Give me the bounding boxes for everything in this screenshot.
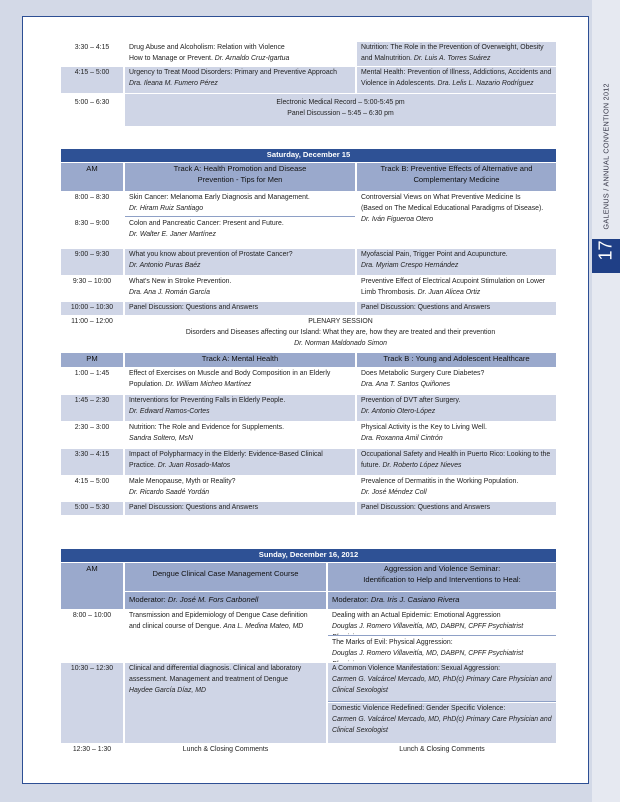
session-cell: Controversial Views on What Preventive Medicine Is (Based on The Medical Educational Paradigms of Disease). Dr. Iván Figueroa Otero xyxy=(357,192,556,248)
time-cell: 10:00 – 10:30 xyxy=(61,302,123,315)
session-cell: Nutrition: The Role and Evidence for Supplements. Sandra Soltero, MsN xyxy=(125,422,355,448)
session-cell: Myofascial Pain, Trigger Point and Acupuncture. Dra. Myriam Crespo Hernández xyxy=(357,249,556,275)
saturday-block xyxy=(61,149,556,515)
time-cell: 9:30 – 10:00 xyxy=(61,276,123,301)
pm-track-b-header: Track B : Young and Adolescent Healthcare xyxy=(357,353,556,367)
time-cell: 3:30 – 4:15 xyxy=(61,42,123,66)
session-cell: Drug Abuse and Alcoholism: Relation with Violence How to Manage or Prevent. Dr. Arnaldo Cruz-Igartua xyxy=(125,42,355,66)
session-cell: A Common Violence Manifestation: Sexual Aggression: Carmen G. Valcárcel Mercado, MD, PhD(c) Primary Care Physician and Clinical Sexologist xyxy=(328,663,556,701)
time-cell: 10:30 – 12:30 xyxy=(61,663,123,743)
time-cell: 1:45 – 2:30 xyxy=(61,395,123,421)
time-cell: 4:15 – 5:00 xyxy=(61,476,123,501)
session-cell: Occupational Safety and Health in Puerto Rico: Looking to the future. Dr. Roberto López Nieves xyxy=(357,449,556,475)
session-cell: Dealing with an Actual Epidemic: Emotional Aggression Douglas J. Romero Villaveitía, MD, DABPN, CPFF Psychiatrist xyxy=(328,610,556,635)
page-number: 17 xyxy=(595,240,616,261)
session-cell: Prevention of DVT after Surgery. Dr. Antonio Otero-López xyxy=(357,395,556,421)
pm-label: PM xyxy=(61,353,123,367)
session-cell: Panel Discussion: Questions and Answers xyxy=(125,302,355,315)
session-cell: Interventions for Preventing Falls in Elderly People. Dr. Edward Ramos-Cortes xyxy=(125,395,355,421)
session-cell: Physical Activity is the Key to Living Well. Dra. Roxanna Amil Cintrón xyxy=(357,422,556,448)
time-cell: 8:30 – 9:00 xyxy=(61,218,123,248)
divider xyxy=(125,216,355,217)
session-cell: Nutrition: The Role in the Prevention of Overweight, Obesity and Malnutrition. Dr. Luis A. Torres Suárez xyxy=(357,42,556,66)
time-cell: 8:00 – 10:00 xyxy=(61,610,123,662)
time-cell: 3:30 – 4:15 xyxy=(61,449,123,475)
session-cell: Urgency to Treat Mood Disorders: Primary and Preventive Approach Dra. Ileana M. Fumero Pérez xyxy=(125,67,355,93)
time-cell: 8:00 – 8:30 xyxy=(61,192,123,216)
time-cell: 2:30 – 3:00 xyxy=(61,422,123,448)
page xyxy=(22,16,589,784)
time-cell: 12:30 – 1:30 xyxy=(61,744,123,758)
day-header: Sunday, December 16, 2012 xyxy=(61,549,556,562)
time-cell: 5:00 – 6:30 xyxy=(61,94,123,126)
am-label: AM xyxy=(61,563,123,609)
session-cell: Prevalence of Dermatitis in the Working Population. Dr. José Méndez Coll xyxy=(357,476,556,501)
session-cell: Preventive Effect of Electrical Acupoint Stimulation on Lower Limb Thrombosis. Dr. Juan Alicea Ortiz xyxy=(357,276,556,301)
convention-label: GALENUS / ANNUAL CONVENTION 2012 xyxy=(601,83,611,230)
session-cell: Effect of Exercises on Muscle and Body Composition in an Elderly Population. Dr. William Micheo Martínez xyxy=(125,368,355,394)
session-cell: Clinical and differential diagnosis. Clinical and laboratory assessment. Management and treatment of Dengue Haydee García Díaz, MD xyxy=(125,663,326,743)
plenary-cell: PLENARY SESSION Disorders and Diseases affecting our Island: What they are, how they are treated and their prevention Dr. Norman Maldonado Simon xyxy=(125,316,556,352)
session-cell: Does Metabolic Surgery Cure Diabetes? Dra. Ana T. Santos Quiñones xyxy=(357,368,556,394)
track-a-header: Track A: Health Promotion and Disease Prevention - Tips for Men xyxy=(125,163,355,191)
session-cell: Domestic Violence Redefined: Gender Specific Violence: Carmen G. Valcárcel Mercado, MD, PhD(c) Primary Care Physician and Clinical Sexologist xyxy=(328,703,556,743)
time-cell: 5:00 – 5:30 xyxy=(61,502,123,515)
sunday-block xyxy=(61,549,556,758)
session-cell: Panel Discussion: Questions and Answers xyxy=(357,302,556,315)
am-label: AM xyxy=(61,163,123,191)
side-tab xyxy=(592,0,620,802)
session-cell: Male Menopause, Myth or Reality? Dr. Ricardo Saadé Yordán xyxy=(125,476,355,501)
day-header: Saturday, December 15 xyxy=(61,149,556,162)
session-cell: Skin Cancer: Melanoma Early Diagnosis and Management. Dr. Hiram Ruiz Santiago xyxy=(125,192,355,216)
time-cell: 11:00 – 12:00 xyxy=(61,316,123,352)
session-cell: Mental Health: Prevention of Illness, Addictions, Accidents and Violence in Adolescents. Dra. Lelis L. Nazario Rodríguez xyxy=(357,67,556,93)
time-cell: 9:00 – 9:30 xyxy=(61,249,123,275)
session-cell: What you know about prevention of Prostate Cancer? Dr. Antonio Puras Baéz xyxy=(125,249,355,275)
course-b-header: Aggression and Violence Seminar: Identification to Help and Interventions to Heal: xyxy=(328,563,556,591)
track-b-header: Track B: Preventive Effects of Alternative and Complementary Medicine xyxy=(357,163,556,191)
session-cell: Transmission and Epidemiology of Dengue Case definition and clinical course of Dengue. Ana L. Medina Mateo, MD xyxy=(125,610,326,662)
session-cell: Colon and Pancreatic Cancer: Present and Future. Dr. Walter E. Janer Martínez xyxy=(125,218,355,248)
session-cell: Lunch & Closing Comments xyxy=(125,744,326,758)
session-cell: Panel Discussion: Questions and Answers xyxy=(125,502,355,515)
session-cell: Electronic Medical Record – 5:00-5:45 pm Panel Discussion – 5:45 – 6:30 pm xyxy=(125,94,556,126)
time-cell: 4:15 – 5:00 xyxy=(61,67,123,93)
time-cell: 1:00 – 1:45 xyxy=(61,368,123,394)
friday-block xyxy=(61,42,556,128)
course-a-header: Dengue Clinical Case Management Course xyxy=(125,563,326,591)
session-cell: Lunch & Closing Comments xyxy=(328,744,556,758)
session-cell: What's New in Stroke Prevention. Dra. Ana J. Román García xyxy=(125,276,355,301)
session-cell: The Marks of Evil: Physical Aggression: Douglas J. Romero Villaveitía, MD, DABPN, CPFF Psychiatrist xyxy=(328,637,556,662)
divider xyxy=(328,701,556,702)
session-cell: Impact of Polypharmacy in the Elderly: Evidence-Based Clinical Practice. Dr. Juan Rosado-Matos xyxy=(125,449,355,475)
pm-track-a-header: Track A: Mental Health xyxy=(125,353,355,367)
divider xyxy=(328,635,556,636)
session-cell: Panel Discussion: Questions and Answers xyxy=(357,502,556,515)
moderator-b: Moderator: Dra. Iris J. Casiano Rivera xyxy=(328,592,556,609)
moderator-a: Moderator: Dr. José M. Fors Carbonell xyxy=(125,592,326,609)
